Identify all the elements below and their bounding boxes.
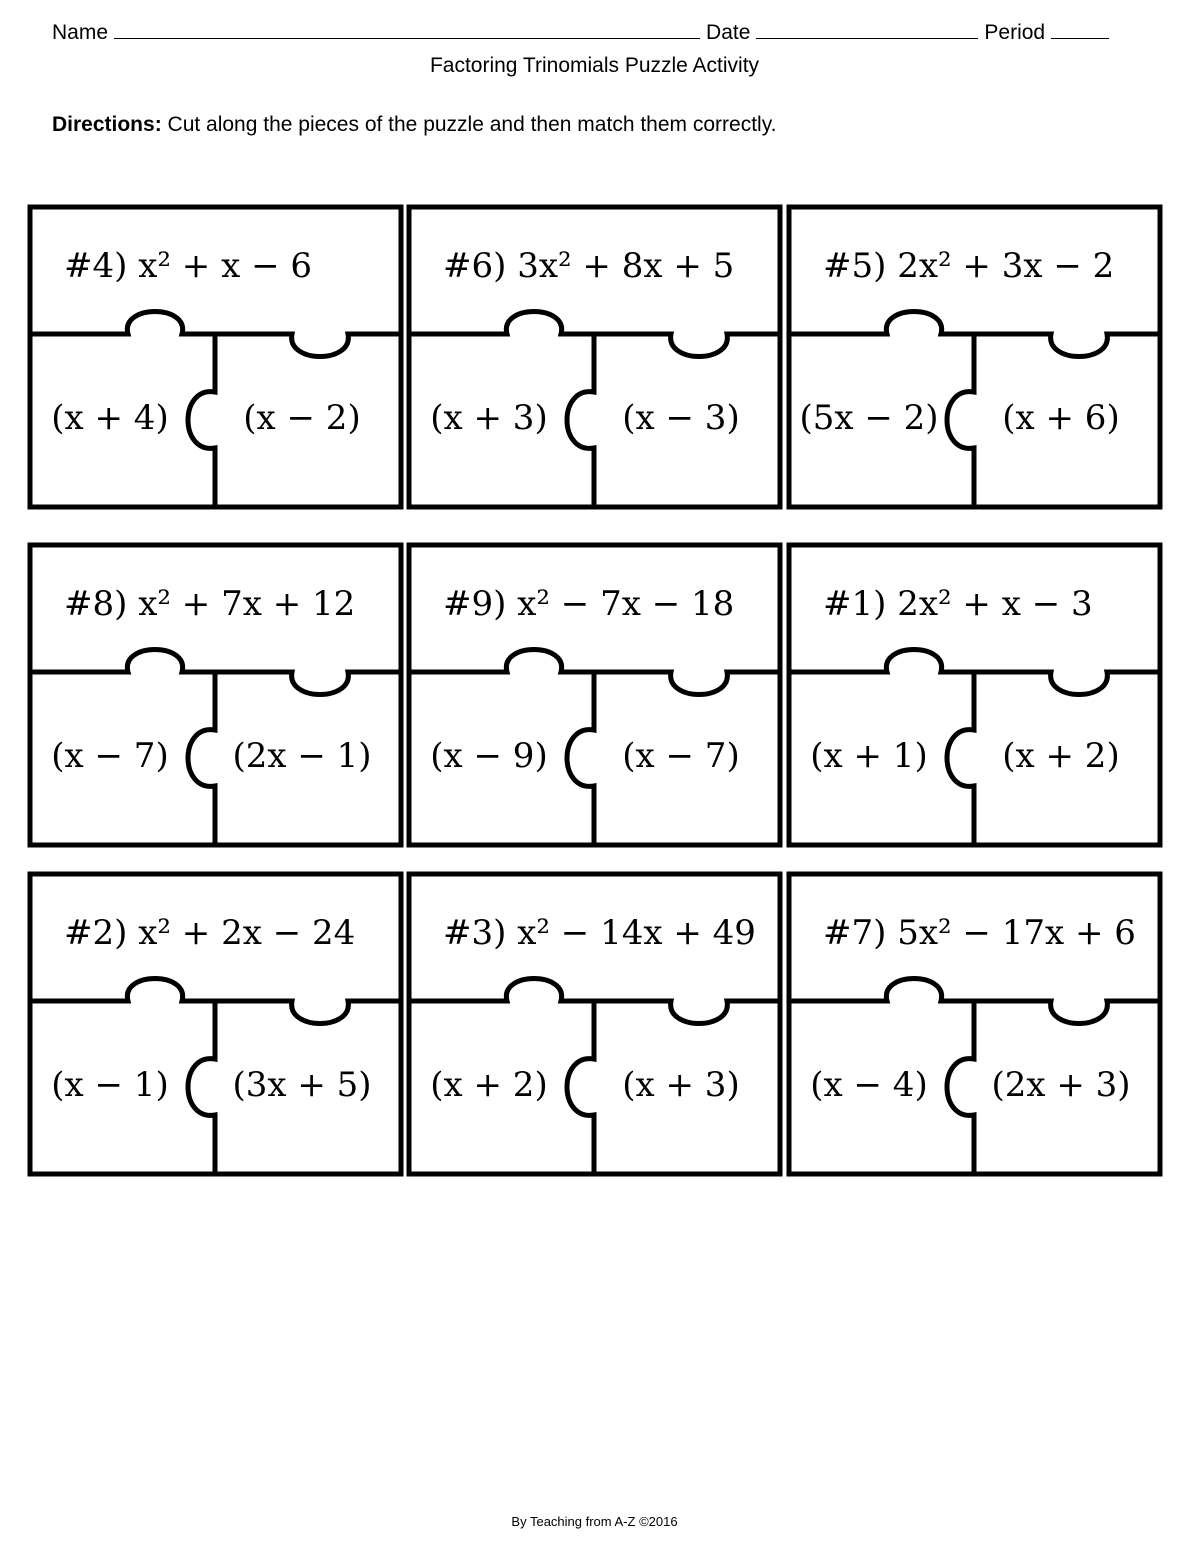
puzzle-card (789, 874, 1160, 1174)
factor-left: (x + 3) (430, 398, 548, 438)
problem-label: #7) 5x² − 17x + 6 (823, 913, 1136, 953)
factor-left: (x + 1) (810, 736, 928, 776)
piece-divider-vertical (188, 1001, 215, 1174)
problem-label: #3) x² − 14x + 49 (443, 913, 756, 953)
factor-left: (x − 9) (430, 736, 548, 776)
factor-left: (x + 4) (51, 398, 169, 438)
piece-divider-vertical (188, 672, 215, 845)
puzzle-card (30, 207, 401, 507)
puzzle-card (409, 545, 780, 845)
directions-text: Cut along the pieces of the puzzle and then match them correctly. (161, 113, 777, 136)
factor-left: (x − 4) (810, 1065, 928, 1105)
factor-left: (x − 1) (51, 1065, 169, 1105)
name-label: Name (52, 21, 109, 44)
puzzle-card (409, 207, 780, 507)
factor-right: (x + 6) (1002, 398, 1120, 438)
piece-divider-vertical (947, 672, 974, 845)
puzzle-card (789, 545, 1160, 845)
problem-label: #2) x² + 2x − 24 (64, 913, 356, 953)
factor-right: (3x + 5) (232, 1065, 372, 1105)
factor-right: (x + 2) (1002, 736, 1120, 776)
piece-divider-vertical (567, 1001, 594, 1174)
problem-label: #6) 3x² + 8x + 5 (443, 246, 735, 286)
puzzle-card (30, 874, 401, 1174)
date-label: Date (706, 21, 751, 44)
piece-divider-vertical (947, 1001, 974, 1174)
piece-divider-vertical (188, 334, 215, 507)
piece-divider-vertical (947, 334, 974, 507)
directions-label: Directions: (52, 113, 162, 136)
page-title: Factoring Trinomials Puzzle Activity (429, 54, 760, 77)
factor-right: (2x − 1) (232, 736, 372, 776)
factor-right: (x − 3) (622, 398, 740, 438)
puzzle-card (789, 207, 1160, 507)
period-label: Period (984, 21, 1046, 44)
footer-credit: By Teaching from A-Z ©2016 (511, 1514, 678, 1529)
problem-label: #9) x² − 7x − 18 (443, 584, 735, 624)
problem-label: #8) x² + 7x + 12 (64, 584, 356, 624)
factor-left: (x − 7) (51, 736, 169, 776)
problem-label: #4) x² + x − 6 (64, 246, 313, 286)
puzzle-card (30, 545, 401, 845)
problem-label: #1) 2x² + x − 3 (823, 584, 1093, 624)
piece-divider-vertical (567, 672, 594, 845)
piece-divider-vertical (567, 334, 594, 507)
factor-right: (2x + 3) (991, 1065, 1131, 1105)
factor-left: (5x − 2) (799, 398, 939, 438)
factor-left: (x + 2) (430, 1065, 548, 1105)
factor-right: (x − 2) (243, 398, 361, 438)
factor-right: (x − 7) (622, 736, 740, 776)
problem-label: #5) 2x² + 3x − 2 (823, 246, 1115, 286)
puzzle-card (409, 874, 780, 1174)
factor-right: (x + 3) (622, 1065, 740, 1105)
